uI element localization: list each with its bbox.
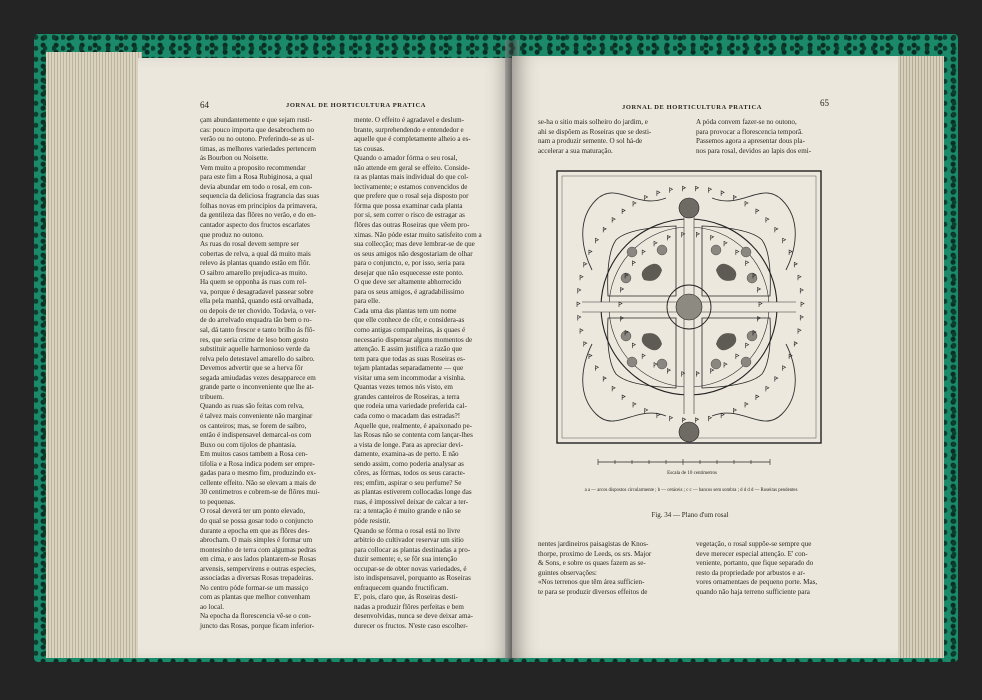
- text-line: Aquelle que, realmente, é apaixonado pe-: [354, 421, 472, 430]
- text-line: que prefere que o rosal seja disposto por: [354, 192, 469, 201]
- text-line: visitar uma sem incommodar a visinha.: [354, 373, 466, 382]
- rose-garden-plan-illustration: [556, 170, 822, 444]
- text-line: côres, as fórmas, todos os seus caracte-: [354, 469, 466, 478]
- text-line: to pequenas.: [200, 497, 236, 506]
- text-line: tem para que todas as suas Roseiras es-: [354, 354, 466, 363]
- text-line: A póda convem fazer-se no outono,: [696, 118, 797, 126]
- text-line: aquelle que é completamente alheio a es-: [354, 135, 471, 144]
- scale-bar: [596, 454, 772, 466]
- text-line: Buxo ou com tijolos de phantasia.: [200, 440, 297, 449]
- text-line: a vista de longe. Para as apreciar devi-: [354, 440, 464, 449]
- text-line: tifolia e a Rosa indica podem ser empre-: [200, 459, 315, 468]
- text-line: occupar-se de obter novas variedades, é: [354, 564, 467, 573]
- text-line: como antigas companheiras, ás quaes é: [354, 326, 466, 335]
- text-line: Devemos advertir que se a herva fôr: [200, 364, 303, 373]
- text-line: desenvolvidas, nunca se deve deixar ama-: [354, 612, 473, 621]
- text-line: Quando se fórma o rosal está no livre: [354, 526, 461, 535]
- text-line: substituir aquelle harmonioso verde da: [200, 345, 310, 354]
- text-line: E', pois, claro que, ás Roseiras desti-: [354, 593, 458, 602]
- text-line: 30 centimetros e cobrem-se de flôres mui-: [200, 488, 320, 497]
- text-line: & Sons, e sobre os quaes fazem as se-: [538, 559, 646, 568]
- text-line: cobertas de relva, a qual dá muito mais: [200, 249, 311, 258]
- text-column-2: [354, 116, 500, 632]
- text-line: lectivamente; e estamos convencidos de: [354, 182, 468, 191]
- page-edges-right: [892, 56, 944, 658]
- text-line: las Rosas não se contenta com lançar-lhes: [354, 431, 473, 440]
- text-line: póde resistir.: [354, 516, 391, 525]
- text-line: vegetação, o rosal suppõe-se sempre que: [696, 540, 812, 548]
- text-line: para collocar as plantas destinadas a pro-: [354, 545, 471, 554]
- text-line: quando não haja terreno sufficiente para: [696, 587, 810, 596]
- text-column-1: [538, 540, 688, 597]
- text-line: ra: a tentação é muito grande e não se: [354, 507, 461, 516]
- text-line: O saibro amarello prejudica-as muito.: [200, 268, 308, 277]
- text-line: necessario dispensar alguns momentos de: [354, 335, 473, 344]
- text-line: cada como o macadam das estradas?!: [354, 411, 461, 420]
- text-line: para este fim a Rosa Rubiginosa, a qual: [200, 173, 313, 182]
- text-line: res; emfim, aspirar o seu perfume? Se: [354, 478, 462, 487]
- text-line: para os seus amigos, é agradabilissimo: [354, 287, 464, 296]
- page-number: 65: [820, 98, 829, 108]
- text-line: ás Bourbon ou Noisette.: [200, 154, 269, 163]
- text-line: tejam plantadas separadamente — que: [354, 364, 464, 373]
- text-line: nos para rosal, devidos ao lapis dos emi-: [696, 146, 812, 155]
- text-line: Quantas vezes temos nós visto, em: [354, 383, 453, 392]
- text-line: Cada uma das plantas tem um nome: [354, 306, 457, 315]
- text-line: verão ou no outono. Preferindo-se as ul-: [200, 135, 315, 144]
- text-line: devia abundar em todo o rosal, em con-: [200, 182, 313, 191]
- text-line: durecer os fructos. N'este caso escolher-: [354, 621, 468, 630]
- text-line: desejar que não esquecesse este ponto.: [354, 268, 464, 277]
- text-line: vores ornamentaes de pequeno porte. Mas,: [696, 578, 818, 587]
- text-line: No centro póde formar-se um massiço: [200, 583, 309, 592]
- text-line: para elle.: [354, 297, 380, 306]
- page-number: 64: [200, 100, 209, 110]
- text-line: é talvez mais conveniente não marginar: [200, 411, 313, 420]
- text-line: de do arrelvado enquadra tão bem o ro-: [200, 316, 312, 325]
- text-line: cas: pouco importa que desabrochem no: [200, 125, 315, 134]
- running-head: JORNAL DE HORTICULTURA PRATICA: [286, 102, 427, 109]
- text-line: para o conjuncto, e, por isso, seria para: [354, 259, 465, 268]
- text-line: que produz no outono.: [200, 230, 264, 239]
- text-line: timas, as melhores variedades pertencem: [200, 144, 317, 153]
- text-line: ao local.: [200, 602, 225, 611]
- text-line: juncto das Rosas, porque ficam inferior-: [200, 621, 315, 630]
- text-line: As ruas do rosal devem sempre ser: [200, 240, 299, 249]
- text-line: cellente effeito. Não se elevam a mais de: [200, 478, 317, 487]
- figure-legend: a a — arcos dispostos circularmente ; b — cetáceis ; c c — bancos sem sombra ; d d d d — Roseiras pendentes: [584, 488, 798, 493]
- text-line: deve merecer especial attenção. E' con-: [696, 549, 808, 558]
- text-line: mente. O effeito é agradavel e deslum-: [354, 116, 464, 124]
- text-line: çam abundantemente e que sejam rusti-: [200, 116, 313, 124]
- text-line: do qual se possa gosar todo o conjuncto: [200, 516, 313, 525]
- text-line: va, porque é desagradavel passear sobre: [200, 287, 314, 296]
- text-line: sendo assim, como poderia analysar as: [354, 459, 464, 468]
- text-line: attenção. E assim justifica a razão que: [354, 345, 463, 354]
- left-page: [138, 58, 512, 658]
- running-head: JORNAL DE HORTICULTURA PRATICA: [622, 104, 763, 111]
- text-line: gadas para o mesmo fim, produzindo ex-: [200, 469, 317, 478]
- text-line: relevo ás plantas quando estão em flôr.: [200, 259, 311, 268]
- text-line: fórma que possa examinar cada planta: [354, 201, 463, 210]
- text-line: flôres das outras Roseiras que vêem pro-: [354, 221, 470, 230]
- text-line: Em muitos casos tambem a Rosa cen-: [200, 450, 308, 459]
- text-column-1: [538, 118, 688, 156]
- text-line: res, que seria crime de leso bom gosto: [200, 335, 309, 344]
- text-line: enfraquecem quando fructificam.: [354, 583, 449, 592]
- text-line: folhas novas em principios da primavera,: [200, 201, 318, 210]
- text-column-2: [696, 118, 848, 156]
- text-line: nam a produzir semente. O sol há-de: [538, 137, 643, 146]
- text-line: então é indispensavel demarcal-os com: [200, 431, 312, 440]
- text-line: grande parte o inconveniente que lhe at-: [200, 383, 314, 392]
- text-line: Na epocha da florescencia vê-se o con-: [200, 612, 312, 621]
- text-line: O rosal deverá ter um ponto elevado,: [200, 507, 305, 516]
- text-line: sequencia da deliciosa fragrancia das suas: [200, 192, 320, 201]
- text-line: resto da propriedade por arbustos e ar-: [696, 568, 805, 577]
- text-line: tribuem.: [200, 392, 224, 401]
- text-line: nadas a produzir flôres perfeitas e bem: [354, 602, 464, 611]
- text-line: sua collecção; mas deve lembrar-se de que: [354, 240, 475, 249]
- text-line: guintes observações:: [538, 568, 597, 577]
- text-line: por si, sem correr o risco de estragar as: [354, 211, 465, 220]
- text-line: se-ha o sitio mais solheiro do jardim, e: [538, 118, 648, 126]
- text-line: segada amiudadas vezes desapparece em: [200, 373, 316, 382]
- text-line: ahi se dispõem as Roseiras que se desti-: [538, 127, 652, 136]
- text-line: ella pela manhã, quando está orvalhada,: [200, 297, 314, 306]
- text-line: «Nos terrenos que têm área sufficien-: [538, 578, 645, 587]
- text-line: ruas, é impossivel deixar de calcar a ter-: [354, 497, 469, 506]
- text-line: cantador aspecto dos fructos escarlates: [200, 221, 310, 230]
- text-line: O que deve ser altamente abhorrecido: [354, 278, 462, 287]
- text-line: brante, surprehendendo e entendedor e: [354, 125, 464, 134]
- text-line: os canteiros; mas, se forem de saibro,: [200, 421, 307, 430]
- text-line: te para se produzir diversos effeitos de: [538, 587, 648, 596]
- text-column-1: [200, 116, 348, 632]
- text-line: em cima, e aos lados plantarem-se Rosas: [200, 555, 317, 564]
- text-line: ou depois de ter chovido. Todavia, o ver-: [200, 306, 317, 315]
- text-line: os seus amigos não desgostariam de olhar: [354, 249, 473, 258]
- text-line: sal, dá tanto frescor e tanto brilho ás flô-: [200, 326, 315, 335]
- text-line: abrocham. O mais simples é formar um: [200, 536, 313, 545]
- text-line: durante a epocha em que as flôres des-: [200, 526, 310, 535]
- scale-label: Escala de 10 centimetros: [667, 471, 717, 476]
- text-line: damente, examina-as de perto. E não: [354, 450, 459, 459]
- text-line: montesinho de terra com algumas pedras: [200, 545, 317, 554]
- text-line: Ha quem se opponha ás ruas com rel-: [200, 278, 307, 287]
- text-line: accelerar a sua maturação.: [538, 146, 613, 155]
- text-line: nentes jardineiros paisagistas de Knos-: [538, 540, 649, 548]
- text-line: thorpe, proximo de Leeds, os srs. Major: [538, 549, 652, 558]
- text-line: da gentileza das flôres no verão, e do en-: [200, 211, 317, 220]
- text-line: que rodeia uma variedade preferida cal-: [354, 402, 467, 411]
- text-line: Passemos agora a apresentar dous pla-: [696, 137, 805, 146]
- text-line: ximas. Não póde estar muito satisfeito com a: [354, 230, 482, 239]
- text-line: não attende em geral se effeito. Conside-: [354, 163, 470, 172]
- text-line: que elle conhece de côr, e considera-as: [354, 316, 465, 325]
- text-line: relva pelo detestavel amarello do saibro.: [200, 354, 315, 363]
- text-column-2: [696, 540, 848, 597]
- page-edges-left: [46, 52, 142, 658]
- text-line: Quando o amador fórma o seu rosal,: [354, 154, 458, 163]
- text-line: isto indispensavel, porquanto as Roseiras: [354, 574, 471, 583]
- text-line: arvensis, sempervirens e outras especies,: [200, 564, 316, 573]
- text-line: grandes canteiros de Roseiras, a terra: [354, 392, 460, 401]
- text-line: ra as plantas mais individual do que col-: [354, 173, 469, 182]
- text-line: as plantas estiverem collocadas longe das: [354, 488, 472, 497]
- figure-caption: Fig. 34 — Plano d'um rosal: [651, 511, 729, 519]
- text-line: tas cousas.: [354, 144, 385, 153]
- text-line: arbitrio do cultivador reservar um sitio: [354, 536, 464, 545]
- text-line: para provocar a florescencia temporã.: [696, 127, 803, 136]
- text-line: Vem muito a proposito recommendar: [200, 163, 306, 172]
- text-line: veniente, portanto, que fique separado do: [696, 559, 814, 568]
- text-line: com as plantas que melhor convenham: [200, 593, 311, 602]
- text-line: duzir semente; e, se fôr sua intenção: [354, 555, 458, 564]
- text-line: Quando as ruas são feitas com relva,: [200, 402, 304, 411]
- text-line: associadas a diversas Rosas trepadeiras.: [200, 574, 314, 583]
